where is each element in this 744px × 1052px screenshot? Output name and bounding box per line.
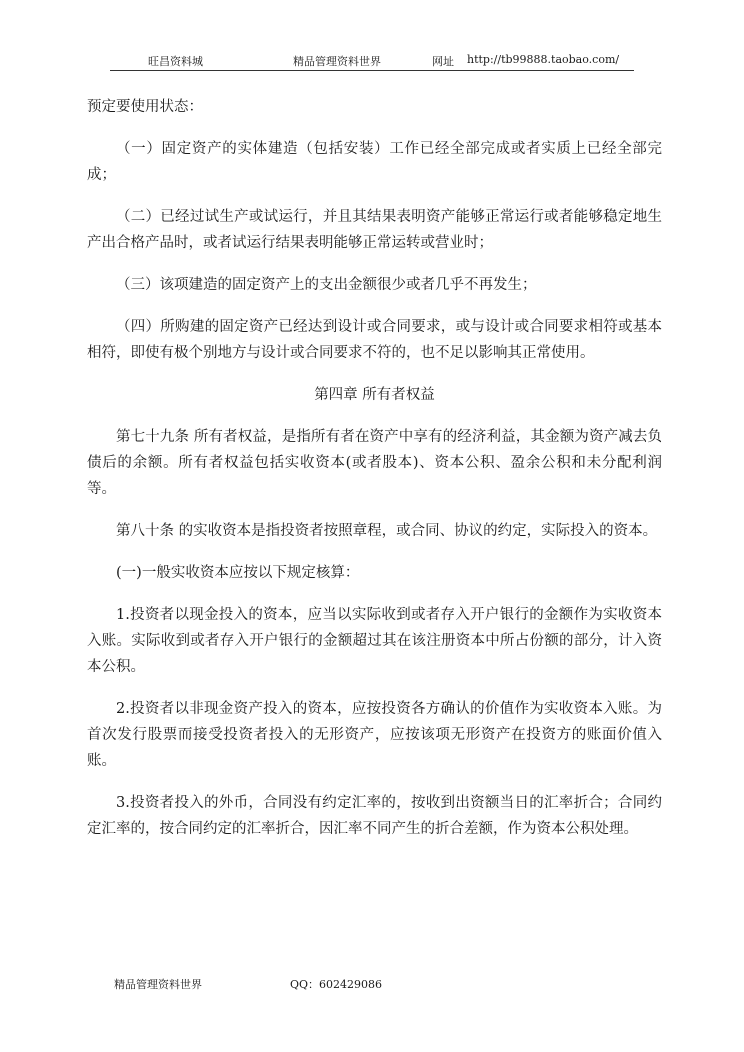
page-header [110, 52, 634, 71]
paragraph-item-4: （四）所购建的固定资产已经达到设计或合同要求，或与设计或合同要求相符或基本相符，即使有极个别地方与设计或合同要求不符的，也不足以影响其正常使用。 [87, 319, 662, 361]
header-center-text: 精品管理资料世界 [293, 55, 381, 68]
document-body [87, 94, 662, 858]
paragraph-item-2: （二）已经过试生产或试运行，并且其结果表明资产能够正常运行或者能够稳定地生产出合格产品时，或者试运行结果表明能够正常运转或营业时； [87, 209, 662, 251]
paragraph-rule-1: 1.投资者以现金投入的资本，应当以实际收到或者存入开户银行的金额作为实收资本入账。实际收到或者存入开户银行的金额超过其在该注册资本中所占份额的部分，计入资本公积。 [87, 607, 662, 675]
header-url-link[interactable]: http://tb99888.taobao.com/ [467, 53, 620, 66]
paragraph-section-1: (一)一般实收资本应按以下规定核算： [116, 565, 360, 581]
paragraph-rule-2: 2.投资者以非现金资产投入的资本，应按投资各方确认的价值作为实收资本入账。为首次发行股票而接受投资者投入的无形资产，应按该项无形资产在投资方的账面价值入账。 [87, 701, 662, 769]
header-url-label: 网址 [432, 55, 454, 68]
paragraph-item-3: （三）该项建造的固定资产上的支出金额很少或者几乎不再发生； [116, 277, 537, 293]
paragraph-article-80: 第八十条 的实收资本是指投资者按照章程，或合同、协议的约定，实际投入的资本。 [116, 523, 658, 539]
header-left-text: 旺昌资料城 [148, 55, 203, 68]
paragraph-item-1: （一）固定资产的实体建造（包括安装）工作已经全部完成或者实质上已经全部完成； [87, 141, 662, 183]
chapter-heading: 第四章 所有者权益 [314, 387, 435, 403]
footer-qq-text: QQ：602429086 [290, 978, 383, 991]
paragraph-article-79: 第七十九条 所有者权益，是指所有者在资产中享有的经济利益，其金额为资产减去负债后的余额。所有者权益包括实收资本(或者股本)、资本公积、盈余公积和未分配利润等。 [87, 429, 662, 497]
paragraph-rule-3: 3.投资者投入的外币，合同没有约定汇率的，按收到出资额当日的汇率折合；合同约定汇率的，按合同约定的汇率折合，因汇率不同产生的折合差额，作为资本公积处理。 [87, 795, 662, 837]
paragraph-continuation: 预定要使用状态： [87, 99, 203, 115]
footer-left-text: 精品管理资料世界 [114, 978, 202, 991]
